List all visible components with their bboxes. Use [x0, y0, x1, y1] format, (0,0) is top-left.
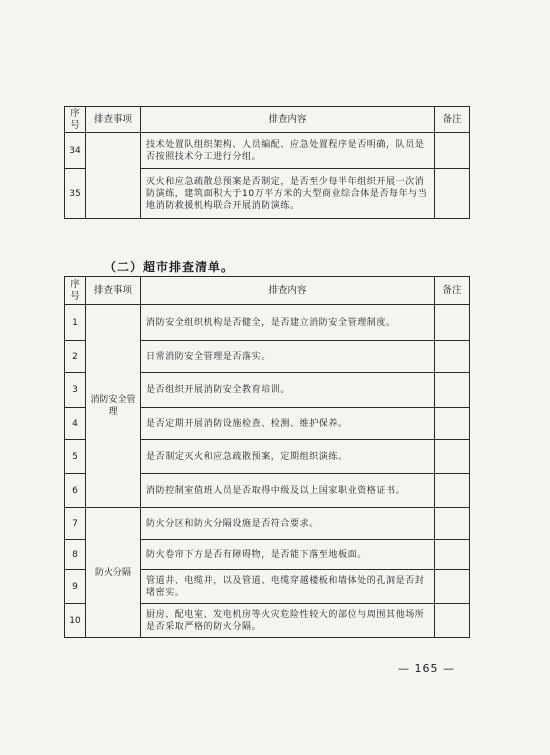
row-content: 消防安全组织机构是否健全，是否建立消防安全管理制度。 — [141, 305, 435, 341]
table-row — [65, 305, 470, 341]
row-content: 管道井、电缆井，以及管道、电缆穿越楼板和墙体处的孔洞是否封堵密实。 — [141, 570, 435, 604]
row-remark — [435, 408, 470, 440]
row-content: 技术处置队组织架构、人员编配、应急处置程序是否明确，队员是否按照技术分工进行分组。 — [141, 133, 435, 169]
header-num: 序号 — [65, 107, 86, 133]
row-number: 6 — [65, 474, 86, 508]
row-remark — [435, 540, 470, 570]
row-remark — [435, 305, 470, 341]
row-content: 是否制定灭火和应急疏散预案，定期组织演练。 — [141, 440, 435, 474]
header-item: 排查事项 — [86, 277, 141, 305]
row-remark — [435, 133, 470, 169]
section-title: （二）超市排查清单。 — [104, 260, 235, 274]
supermarket-inspection-table — [64, 276, 470, 638]
header-content: 排查内容 — [141, 107, 435, 133]
row-remark — [435, 508, 470, 540]
row-content: 是否组织开展消防安全教育培训。 — [141, 373, 435, 408]
row-number: 8 — [65, 540, 86, 570]
page-number: — 165 — — [398, 662, 455, 675]
row-category — [86, 133, 141, 219]
row-category: 消防安全管理 — [86, 305, 141, 508]
row-number: 5 — [65, 440, 86, 474]
header-remark: 备注 — [435, 277, 470, 305]
row-content: 日常消防安全管理是否落实。 — [141, 341, 435, 373]
row-content: 灭火和应急疏散总预案是否制定，是否至少每半年组织开展一次消防演练，建筑面积大于10万平方米的大型商业综合体是否每年与当地消防救援机构联合开展消防演练。 — [141, 169, 435, 219]
row-number: 10 — [65, 604, 86, 638]
row-number: 4 — [65, 408, 86, 440]
row-content: 消防控制室值班人员是否取得中级及以上国家职业资格证书。 — [141, 474, 435, 508]
row-remark — [435, 604, 470, 638]
table-header-row — [65, 107, 470, 133]
row-number: 7 — [65, 508, 86, 540]
row-content: 是否定期开展消防设施检查、检测、维护保养。 — [141, 408, 435, 440]
row-content: 防火分区和防火分隔设施是否符合要求。 — [141, 508, 435, 540]
table-header-row — [65, 277, 470, 305]
table-row — [65, 508, 470, 540]
row-remark — [435, 373, 470, 408]
row-number: 1 — [65, 305, 86, 341]
header-num: 序号 — [65, 277, 86, 305]
row-remark — [435, 570, 470, 604]
row-remark — [435, 440, 470, 474]
row-remark — [435, 474, 470, 508]
row-number: 3 — [65, 373, 86, 408]
table-row — [65, 133, 470, 169]
row-content: 厨房、配电室、发电机房等火灾危险性较大的部位与周围其他场所是否采取严格的防火分隔。 — [141, 604, 435, 638]
header-content: 排查内容 — [141, 277, 435, 305]
row-content: 防火卷帘下方是否有障碍物，是否能下落至地板面。 — [141, 540, 435, 570]
row-number: 9 — [65, 570, 86, 604]
row-category: 防火分隔 — [86, 508, 141, 638]
inspection-table-continued — [64, 106, 470, 219]
row-number: 35 — [65, 169, 86, 219]
header-item: 排查事项 — [86, 107, 141, 133]
row-remark — [435, 169, 470, 219]
row-remark — [435, 341, 470, 373]
row-number: 2 — [65, 341, 86, 373]
row-number: 34 — [65, 133, 86, 169]
header-remark: 备注 — [435, 107, 470, 133]
